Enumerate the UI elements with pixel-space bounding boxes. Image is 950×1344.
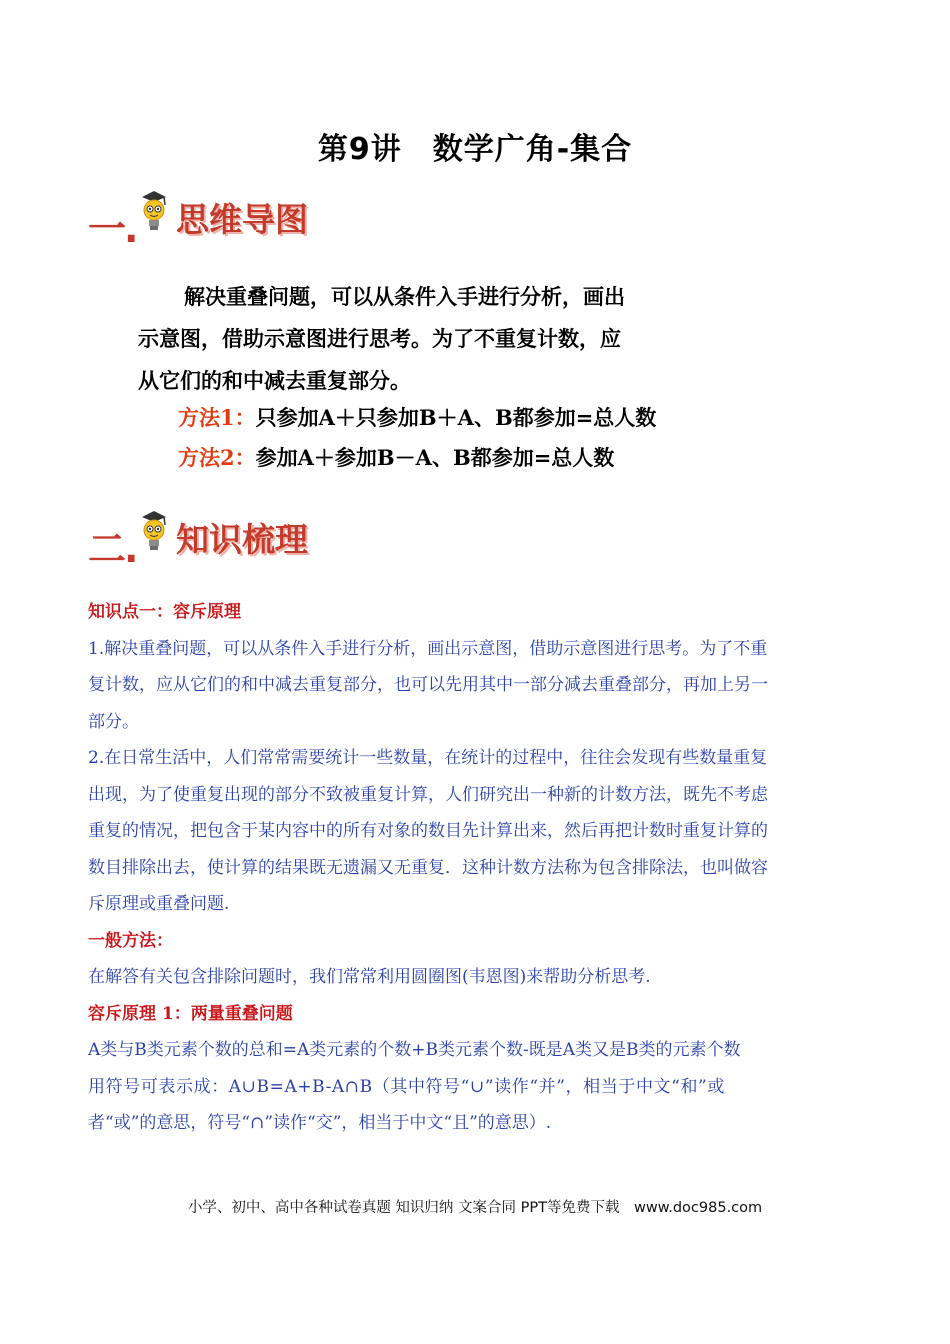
method-label: 方法1：: [178, 405, 256, 430]
intro-paragraph: [138, 276, 678, 402]
kp2-line: 重复的情况，把包含于某内容中的所有对象的数目先计算出来，然后再把计数时重复计算的: [88, 821, 768, 841]
section-header-knowledge: [88, 508, 348, 571]
principle-1-title: 容斥原理 1：两量重叠问题: [88, 1003, 293, 1024]
section-label: 知识梳理: [176, 520, 308, 559]
section-label: 思维导图: [176, 200, 308, 239]
page-title: 第9讲 数学广角-集合: [317, 132, 633, 167]
lightbulb-mascot-icon: [138, 508, 170, 554]
intro-line: 从它们的和中减去重复部分。: [138, 368, 411, 393]
intro-line: 示意图，借助示意图进行思考。为了不重复计数，应: [138, 326, 621, 351]
method-text: 参加A＋参加B－A、B都参加=总人数: [255, 445, 615, 470]
principle-1-line: 者“或”的意思，符号“∩”读作“交”，相当于中文“且”的意思）.: [88, 1113, 552, 1133]
kp1-line: 1.解决重叠问题，可以从条件入手进行分析，画出示意图，借助示意图进行思考。为了不重: [88, 638, 768, 659]
kp2-line: 出现，为了使重复出现的部分不致被重复计算，人们研究出一种新的计数方法，既先不考虑: [88, 784, 768, 805]
kp2-line: 数目排除出去，使计算的结果既无遗漏又无重复．这种计数方法称为包含排除法，也叫做容: [88, 857, 768, 878]
general-method-text: 在解答有关包含排除问题时，我们常常利用圆圈图(韦恩图)来帮助分析思考.: [88, 967, 651, 987]
knowledge-content: [88, 594, 868, 1142]
kp1-line: 复计数，应从它们的和中减去重复部分，也可以先用其中一部分减去重叠部分，再加上另一: [88, 675, 768, 695]
method-text: 只参加A＋只参加B＋A、B都参加=总人数: [255, 405, 657, 430]
page-footer: 小学、初中、高中各种试卷真题 知识归纳 文案合同 PPT等免费下载 www.doc985.com: [187, 1200, 763, 1216]
method-label: 方法2：: [178, 445, 256, 470]
principle-1-line: A类与B类元素个数的总和=A类元素的个数+B类元素个数-既是A类又是B类的元素个数: [88, 1040, 741, 1060]
kp2-line: 斥原理或重叠问题.: [88, 894, 230, 914]
kp1-line: 部分。: [88, 711, 139, 732]
kp2-line: 2.在日常生活中，人们常常需要统计一些数量，在统计的过程中，往往会发现有些数量重复: [88, 748, 768, 768]
section-number: 二.: [88, 527, 137, 571]
knowledge-point-title: 知识点一：容斥原理: [88, 602, 241, 622]
section-header-mind-map: [88, 188, 348, 251]
lightbulb-mascot-icon: [138, 188, 170, 234]
method-1: [178, 402, 656, 432]
section-number: 一.: [88, 207, 137, 251]
method-2: [178, 442, 614, 472]
general-method-title: 一般方法：: [88, 930, 173, 951]
intro-line: 解决重叠问题，可以从条件入手进行分析，画出: [184, 284, 625, 309]
principle-1-line: 用符号可表示成：A∪B=A+B-A∩B（其中符号“∪”读作“并”，相当于中文“和”或: [88, 1076, 725, 1097]
